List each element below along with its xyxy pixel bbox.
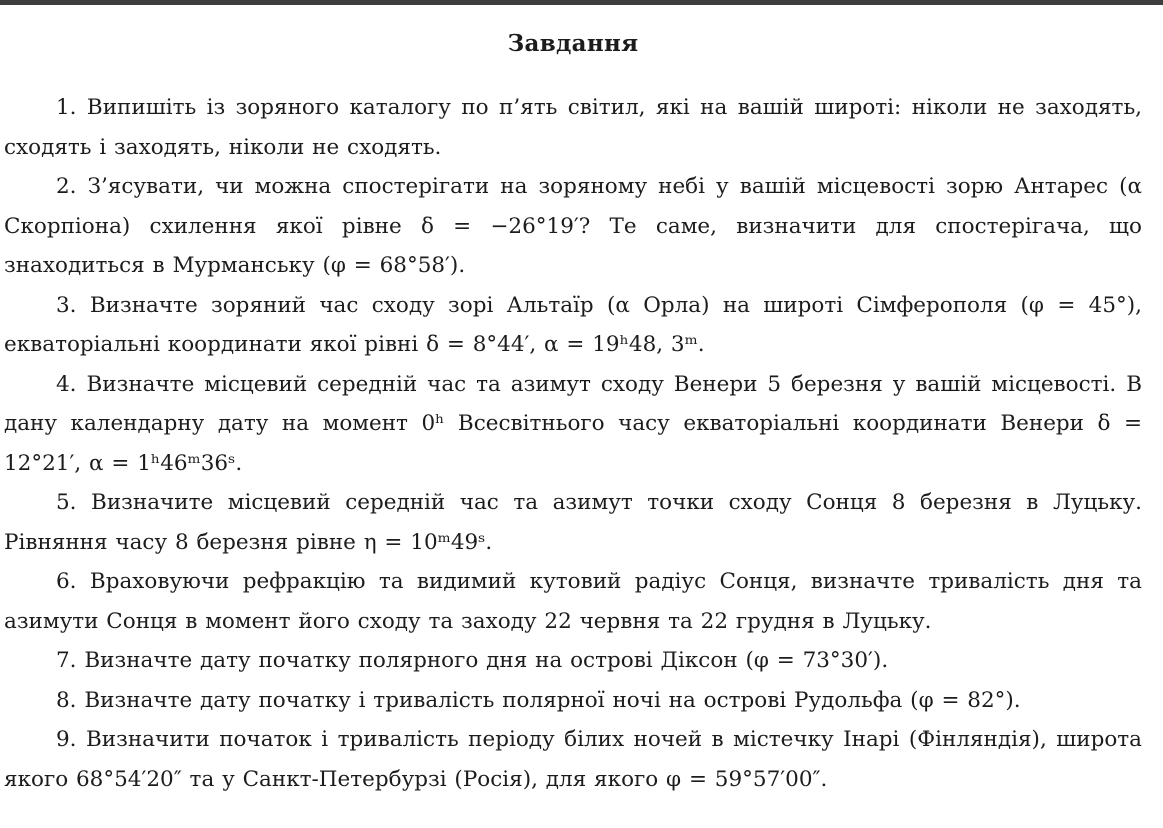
task-8 bbox=[4, 681, 1142, 721]
task-2 bbox=[4, 167, 1142, 286]
task-5 bbox=[4, 483, 1142, 562]
task-number: 6. bbox=[56, 569, 77, 594]
task-text: Визначте місцевий середній час та азимут сходу Венери 5 березня у вашій місцевості. В дану календарну дату на момент 0ʰ Всесвітнього часу екваторіальні координати Венери δ = 12°21′, α = 1ʰ46ᵐ36ˢ. bbox=[4, 371, 1142, 476]
task-number: 1. bbox=[56, 95, 77, 120]
task-text: Визначте дату початку полярного дня на острові Діксон (φ = 73°30′). bbox=[84, 648, 889, 673]
task-4 bbox=[4, 365, 1142, 484]
task-9 bbox=[4, 720, 1142, 799]
task-text: Визначити початок і тривалість періоду білих ночей в містечку Інарі (Фінляндія), широта якого 68°54′20″ та у Санкт-Петербурзі (Росія), для якого φ = 59°57′00″. bbox=[4, 727, 1142, 792]
document-page bbox=[4, 26, 1142, 799]
page-title: Завдання bbox=[507, 30, 639, 57]
task-6 bbox=[4, 562, 1142, 641]
task-text: Визначте зоряний час сходу зорі Альтаїр (α Орла) на широті Сімферополя (φ = 45°), екваторіальні координати якої рівні δ = 8°44′, α = 19ʰ48, 3ᵐ. bbox=[4, 292, 1142, 357]
task-number: 7. bbox=[56, 648, 77, 673]
task-text: Визначте дату початку і тривалість полярної ночі на острові Рудольфа (φ = 82°). bbox=[84, 687, 1021, 713]
task-number: 2. bbox=[56, 174, 77, 199]
task-3 bbox=[4, 286, 1142, 365]
task-1 bbox=[4, 88, 1142, 167]
task-text: З’ясувати, чи можна спостерігати на зоряному небі у вашій місцевості зорю Антарес (α Скорпіона) схилення якої рівне δ = −26°19′? Те саме, визначити для спостерігача, що знаходиться в Мурманську (φ = 68°58′). bbox=[4, 174, 1142, 278]
task-text: Визначите місцевий середній час та азимут точки сходу Сонця 8 березня в Луцьку. Рівняння часу 8 березня рівне η = 10ᵐ49ˢ. bbox=[4, 490, 1142, 555]
task-number: 5. bbox=[56, 490, 77, 515]
task-text: Враховуючи рефракцію та видимий кутовий радіус Сонця, визначте тривалість дня та азимути Сонця в момент його сходу та заходу 22 червня та 22 грудня в Луцьку. bbox=[4, 569, 1142, 634]
task-text: Випишіть із зоряного каталогу по п’ять світил, які на вашій широті: ніколи не заходять, сходять і заходять, ніколи не сходять. bbox=[4, 95, 1142, 160]
task-number: 4. bbox=[56, 371, 77, 397]
task-7 bbox=[4, 641, 1142, 681]
task-number: 9. bbox=[56, 727, 77, 752]
task-number: 3. bbox=[56, 292, 77, 318]
top-bar bbox=[0, 0, 1163, 5]
task-number: 8. bbox=[56, 687, 77, 713]
